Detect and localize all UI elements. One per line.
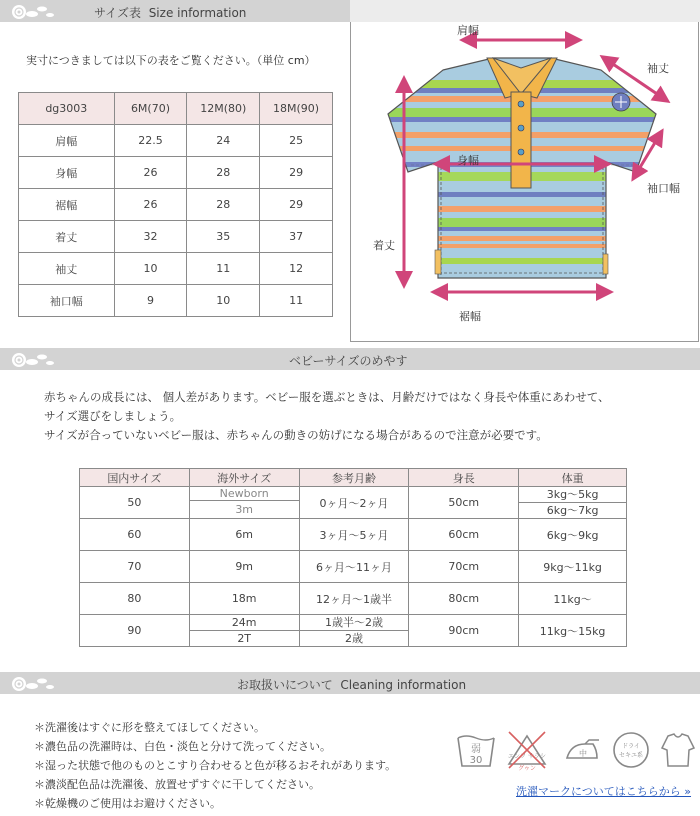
rose-ornament-icon [6, 673, 58, 693]
table-cell: 29 [260, 189, 333, 221]
table-cell: 29 [260, 157, 333, 189]
table-cell: 90 [80, 615, 190, 647]
rose-ornament-icon [6, 349, 58, 369]
svg-text:セキユ系: セキユ系 [618, 752, 644, 759]
table-row [19, 125, 333, 157]
table-cell: 25 [260, 125, 333, 157]
table-cell: 80cm [409, 583, 519, 615]
svg-text:エンソ サラシ: エンソ サラシ [508, 753, 546, 760]
table-header-cell: 海外サイズ [189, 469, 299, 487]
table-cell: 10 [114, 253, 187, 285]
table-cell: 50cm [409, 487, 519, 519]
table-cell: 26 [114, 189, 187, 221]
sleeve-length-label: 袖丈 [647, 62, 669, 75]
laundry-symbol-link[interactable]: 洗濯マークについてはこちらから » [516, 785, 692, 798]
table-cell: 着丈 [19, 221, 115, 253]
table-row [19, 253, 333, 285]
svg-text:中: 中 [579, 749, 587, 758]
table-cell: 60 [80, 519, 190, 551]
size-table-header [19, 93, 333, 125]
hand-wash-30-icon [454, 728, 498, 772]
table-header-cell: dg3003 [19, 93, 115, 125]
table-row [19, 189, 333, 221]
table-cell: 60cm [409, 519, 519, 551]
table-header-cell: 身長 [409, 469, 519, 487]
size-guide-title: ベビーサイズのめやす [289, 354, 408, 368]
care-bar [0, 672, 700, 694]
table-header-cell: 国内サイズ [80, 469, 190, 487]
rose-ornament-icon [6, 1, 58, 21]
table-cell: 0ヶ月〜2ヶ月 [299, 487, 409, 519]
table-cell: 11kg〜 [519, 583, 627, 615]
table-row [80, 519, 627, 551]
table-header-cell: 12M(80) [187, 93, 260, 125]
table-cell: 肩幅 [19, 125, 115, 157]
unit-note: 実寸につきましては以下の表をご覧ください。（単位 cm） [26, 54, 316, 67]
table-cell: 22.5 [114, 125, 187, 157]
table-cell: 10 [187, 285, 260, 317]
care-note: ＊濃色品の洗濯時は、白色・淡色と分けて洗ってください。 [34, 740, 331, 753]
iron-medium-icon [559, 728, 603, 772]
table-row [80, 615, 627, 647]
table-cell: 6kg〜9kg [519, 519, 627, 551]
table-cell: 32 [114, 221, 187, 253]
table-cell: 12 [260, 253, 333, 285]
care-note: ＊濃淡配色品は洗濯後、放置せずすぐに干してください。 [34, 778, 320, 791]
table-cell: 11kg〜15kg [519, 615, 627, 647]
table-cell: 24 [187, 125, 260, 157]
table-cell: 11 [187, 253, 260, 285]
svg-text:グゥン: グゥン [518, 765, 536, 772]
shoulder-label: 肩幅 [457, 24, 479, 37]
table-cell: 90cm [409, 615, 519, 647]
table-row [19, 285, 333, 317]
table-cell: 12ヶ月〜1歳半 [299, 583, 409, 615]
table-row [80, 551, 627, 583]
table-cell: 1歳半〜2歳 2歳 [299, 615, 409, 647]
table-cell: 28 [187, 157, 260, 189]
care-notes [34, 718, 396, 813]
size-table [18, 92, 333, 317]
guide-table-header [80, 469, 627, 487]
measurement-diagram [350, 22, 699, 342]
svg-text:ドライ: ドライ [622, 743, 640, 750]
table-cell: 身幅 [19, 157, 115, 189]
hem-width-label: 裾幅 [459, 310, 481, 323]
guide-intro-line: サイズが合っていないベビー服は、赤ちゃんの動きの妨げになる場合があるので注意が必要です。 [44, 428, 548, 442]
table-header-cell: 体重 [519, 469, 627, 487]
svg-text:30: 30 [469, 755, 483, 766]
guide-intro-line: サイズ選びをしましょう。 [44, 409, 182, 423]
size-info-title: サイズ表 Size information [94, 6, 247, 20]
care-note: ＊洗濯後はすぐに形を整えてほしてください。 [34, 721, 265, 734]
table-cell: 37 [260, 221, 333, 253]
care-title: お取扱いについて Cleaning information [237, 678, 467, 692]
table-cell: 袖丈 [19, 253, 115, 285]
table-cell: 9kg〜11kg [519, 551, 627, 583]
table-cell: 24m 2T [189, 615, 299, 647]
table-row [80, 487, 627, 519]
table-header-cell: 18M(90) [260, 93, 333, 125]
table-cell: 70 [80, 551, 190, 583]
table-row [19, 221, 333, 253]
table-header-cell: 参考月齢 [299, 469, 409, 487]
table-cell: 袖口幅 [19, 285, 115, 317]
table-cell: 3kg〜5kg 6kg〜7kg [519, 487, 627, 519]
body-width-label: 身幅 [457, 154, 479, 167]
table-cell: 80 [80, 583, 190, 615]
table-row [80, 583, 627, 615]
care-note: ＊乾燥機のご使用はお避けください。 [34, 797, 221, 810]
table-cell: 28 [187, 189, 260, 221]
table-cell: 6ヶ月〜11ヶ月 [299, 551, 409, 583]
table-cell: 6m [189, 519, 299, 551]
size-info-bar-right [350, 0, 700, 22]
dry-clean-petroleum-icon [609, 728, 653, 772]
svg-text:弱: 弱 [471, 744, 481, 755]
size-info-bar [0, 0, 350, 22]
table-cell: 9 [114, 285, 187, 317]
table-cell: 11 [260, 285, 333, 317]
no-bleach-icon [505, 728, 549, 772]
table-header-cell: 6M(70) [114, 93, 187, 125]
table-cell: 3ヶ月〜5ヶ月 [299, 519, 409, 551]
table-cell: Newborn 3m [189, 487, 299, 519]
baby-size-table [79, 468, 627, 647]
table-cell: 26 [114, 157, 187, 189]
table-cell: 35 [187, 221, 260, 253]
table-cell: 50 [80, 487, 190, 519]
table-cell: 70cm [409, 551, 519, 583]
table-cell: 9m [189, 551, 299, 583]
table-cell: 18m [189, 583, 299, 615]
table-row [19, 157, 333, 189]
hang-dry-shirt-icon [656, 728, 700, 772]
care-note: ＊湿った状態で他のものとこすり合わせると色が移るおそれがあります。 [34, 759, 397, 772]
guide-intro-line: 赤ちゃんの成長には、 個人差があります。ベビー服を選ぶときは、月齢だけではなく身長や体重にあわせて、 [44, 390, 610, 404]
size-guide-bar [0, 348, 700, 370]
table-cell: 裾幅 [19, 189, 115, 221]
length-label: 着丈 [373, 239, 395, 252]
cuff-width-label: 袖口幅 [647, 182, 680, 195]
